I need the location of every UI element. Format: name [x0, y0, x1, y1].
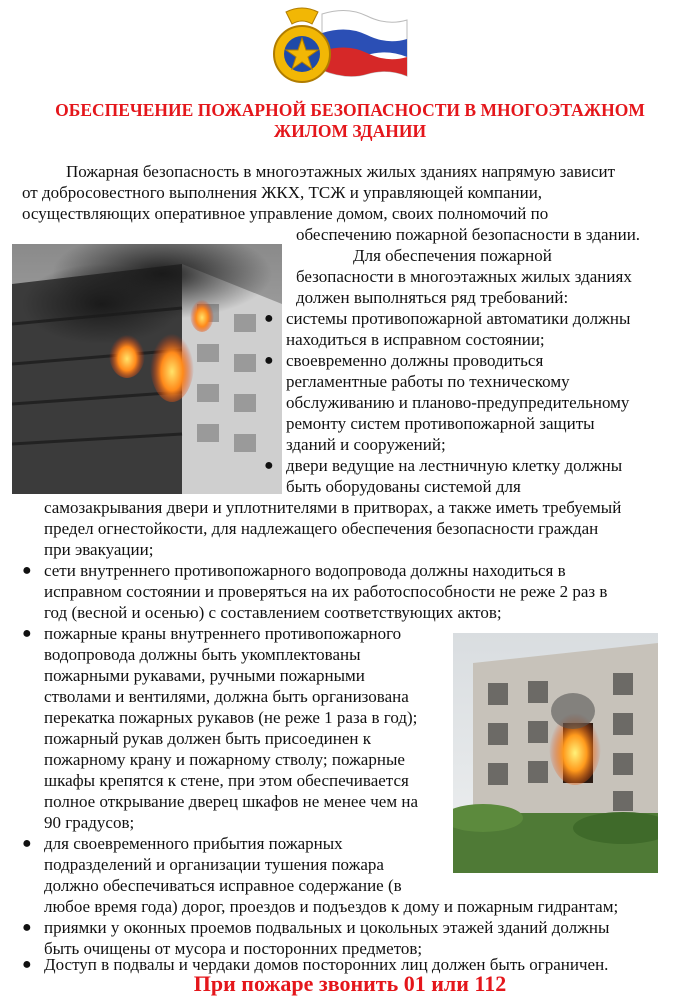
emchs-emblem — [262, 4, 412, 92]
bullet-icon: ● — [22, 956, 32, 973]
intro-line-2: от добросовестного выполнения ЖКХ, ТСЖ и управляющей компании, — [22, 183, 543, 202]
req-2-line-2: регламентные работы по техническому — [286, 372, 570, 391]
req-6-line-2: подразделений и организации тушения пожара — [44, 855, 384, 874]
intro-line-1: Пожарная безопасность в многоэтажных жилых зданиях напрямую зависит — [66, 162, 616, 181]
intro-line-6: безопасности в многоэтажных жилых зданиях — [296, 267, 632, 286]
bullet-icon: ● — [264, 310, 274, 327]
bullet-icon: ● — [264, 457, 274, 474]
burning-highrise-photo — [12, 244, 282, 494]
req-1-line-2: находиться в исправном состоянии; — [286, 330, 545, 349]
req-8-line-1: Доступ в подвалы и чердаки домов посторонних лиц должен быть ограничен. — [44, 955, 609, 974]
intro-line-5: Для обеспечения пожарной — [353, 246, 552, 265]
req-2-line-1: своевременно должны проводиться — [286, 351, 544, 370]
burning-building-image — [12, 244, 282, 494]
req-4-line-2: исправном состоянии и проверяться на их работоспособности не реже 2 раз в — [44, 582, 608, 601]
req-3-line-4: предел огнестойкости, для надлежащего обеспечения безопасности граждан — [44, 519, 599, 538]
bullet-icon: ● — [22, 919, 32, 936]
req-2-line-5: зданий и сооружений; — [286, 435, 446, 454]
intro-line-4: обеспечению пожарной безопасности в здании. — [296, 225, 641, 244]
req-6-line-3: должно обеспечиваться исправное содержание (в — [44, 876, 402, 895]
req-5-line-1: пожарные краны внутреннего противопожарного — [44, 624, 402, 643]
req-3-line-2: быть оборудованы системой для — [286, 477, 521, 496]
req-5-line-2: водопровода должны быть укомплектованы — [44, 645, 361, 664]
burning-building-image — [453, 633, 658, 873]
req-1-line-1: системы противопожарной автоматики должны — [286, 309, 631, 328]
req-2-line-3: обслуживанию и планово-предупредительному — [286, 393, 630, 412]
emergency-call-text: При пожаре звонить 01 или 112 — [193, 971, 507, 996]
req-3-line-3: самозакрывания двери и уплотнителями в притворах, а также иметь требуемый — [44, 498, 622, 517]
req-5-line-4: стволами и вентилями, должна быть организована — [44, 687, 409, 706]
bullet-icon: ● — [22, 835, 32, 852]
bullet-icon: ● — [22, 625, 32, 642]
page-title — [10, 100, 690, 142]
burning-apartment-photo — [453, 633, 658, 873]
req-4-line-1: сети внутреннего противопожарного водопровода должны находиться в — [44, 561, 566, 580]
req-6-line-1: для своевременного прибытия пожарных — [44, 834, 343, 853]
req-6-line-4: любое время года) дорог, проездов и подъездов к дому и пожарным гидрантам; — [44, 897, 619, 916]
req-2-line-4: ремонту систем противопожарной защиты — [286, 414, 595, 433]
bullet-icon: ● — [264, 352, 274, 369]
intro-line-7: должен выполняться ряд требований: — [296, 288, 569, 307]
req-4-line-3: год (весной и осенью) с составлением соответствующих актов; — [44, 603, 502, 622]
title-line-2: ЖИЛОМ ЗДАНИИ — [273, 121, 427, 141]
intro-line-3: осуществляющих оперативное управление домом, своих полномочий по — [22, 204, 549, 223]
req-5-line-9: полное открывание дверец шкафов не менее чем на — [44, 792, 419, 811]
req-5-line-8: шкафы крепятся к стене, при этом обеспечивается — [44, 771, 409, 790]
emblem-flag-icon — [262, 4, 412, 92]
req-5-line-6: пожарный рукав должен быть присоединен к — [44, 729, 372, 748]
req-3-line-1: двери ведущие на лестничную клетку должны — [286, 456, 623, 475]
req-3-line-5: при эвакуации; — [44, 540, 154, 559]
req-7-line-1: приямки у оконных проемов подвальных и цокольных этажей зданий должны — [44, 918, 610, 937]
title-line-1: ОБЕСПЕЧЕНИЕ ПОЖАРНОЙ БЕЗОПАСНОСТИ В МНОГОЭТАЖНОМ — [55, 100, 645, 120]
req-5-line-5: перекатка пожарных рукавов (не реже 1 раза в год); — [44, 708, 418, 727]
req-5-line-7: пожарному крану и пожарному стволу; пожарные — [44, 750, 405, 769]
req-7-line-2: быть очищены от мусора и посторонних предметов; — [44, 939, 423, 958]
bullet-icon: ● — [22, 562, 32, 579]
req-5-line-10: 90 градусов; — [44, 813, 135, 832]
req-5-line-3: пожарными рукавами, ручными пожарными — [44, 666, 365, 685]
